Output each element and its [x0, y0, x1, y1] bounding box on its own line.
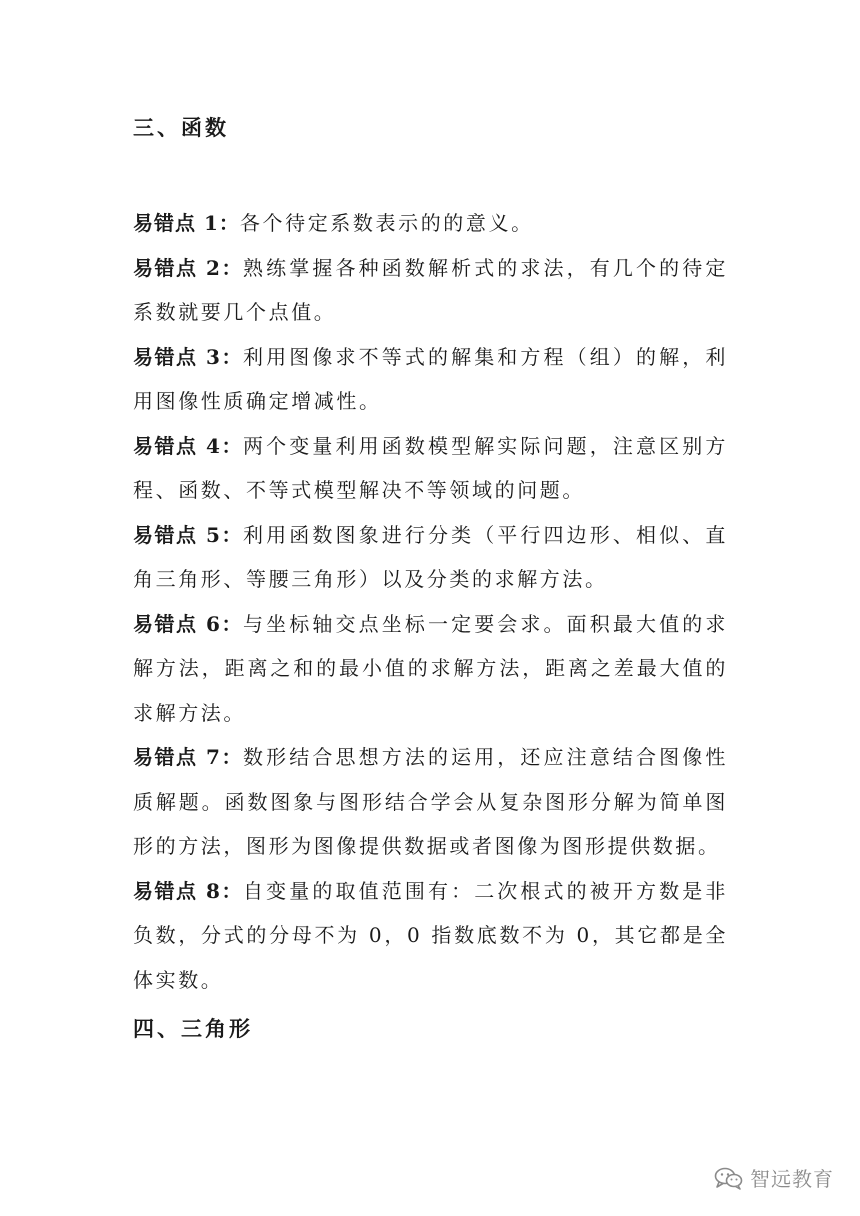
error-point-text: 利用图像求不等式的解集和方程（组）的解，利用图像性质确定增减性。 [133, 344, 728, 413]
error-point-item [133, 335, 728, 424]
error-point-item [133, 869, 728, 1003]
error-point-text: 各个待定系数表示的的意义。 [239, 211, 534, 235]
error-point-item [133, 735, 728, 869]
error-point-label: 易错点 1： [133, 211, 240, 235]
error-point-text: 自变量的取值范围有：二次根式的被开方数是非负数，分式的分母不为 0，0 指数底数不为 0，其它都是全体实数。 [133, 878, 728, 992]
error-point-text: 数形结合思想方法的运用，还应注意结合图像性质解题。函数图象与图形结合学会从复杂图形分解为简单图形的方法，图形为图像提供数据或者图像为图形提供数据。 [133, 745, 728, 858]
error-point-item [133, 201, 728, 246]
error-point-text: 熟练掌握各种函数解析式的求法，有几个的待定系数就要几个点值。 [133, 255, 728, 324]
error-point-label: 易错点 2： [133, 255, 243, 280]
watermark [714, 1163, 834, 1192]
error-point-text: 两个变量利用函数模型解实际问题，注意区别方程、函数、不等式模型解决不等领域的问题。 [133, 433, 728, 502]
section-title-functions: 三、函数 [133, 115, 229, 140]
error-point-text: 利用函数图象进行分类（平行四边形、相似、直角三角形、等腰三角形）以及分类的求解方法。 [133, 522, 728, 591]
section-title-triangles: 四、三角形 [133, 1016, 253, 1041]
error-point-item [133, 602, 728, 736]
error-point-item [133, 246, 728, 335]
error-point-label: 易错点 3： [133, 344, 243, 369]
error-point-label: 易错点 4： [133, 433, 243, 458]
error-point-label: 易错点 5： [133, 522, 243, 547]
error-point-item [133, 424, 728, 513]
error-point-label: 易错点 6： [133, 611, 243, 636]
wechat-icon [714, 1166, 744, 1190]
error-point-label: 易错点 8： [133, 878, 243, 903]
watermark-text: 智远教育 [750, 1167, 834, 1191]
error-point-label: 易错点 7： [133, 745, 243, 769]
error-point-item [133, 513, 728, 602]
error-point-list [133, 201, 728, 1002]
error-point-text: 与坐标轴交点坐标一定要会求。面积最大值的求解方法，距离之和的最小值的求解方法，距离之差最大值的求解方法。 [133, 611, 728, 725]
